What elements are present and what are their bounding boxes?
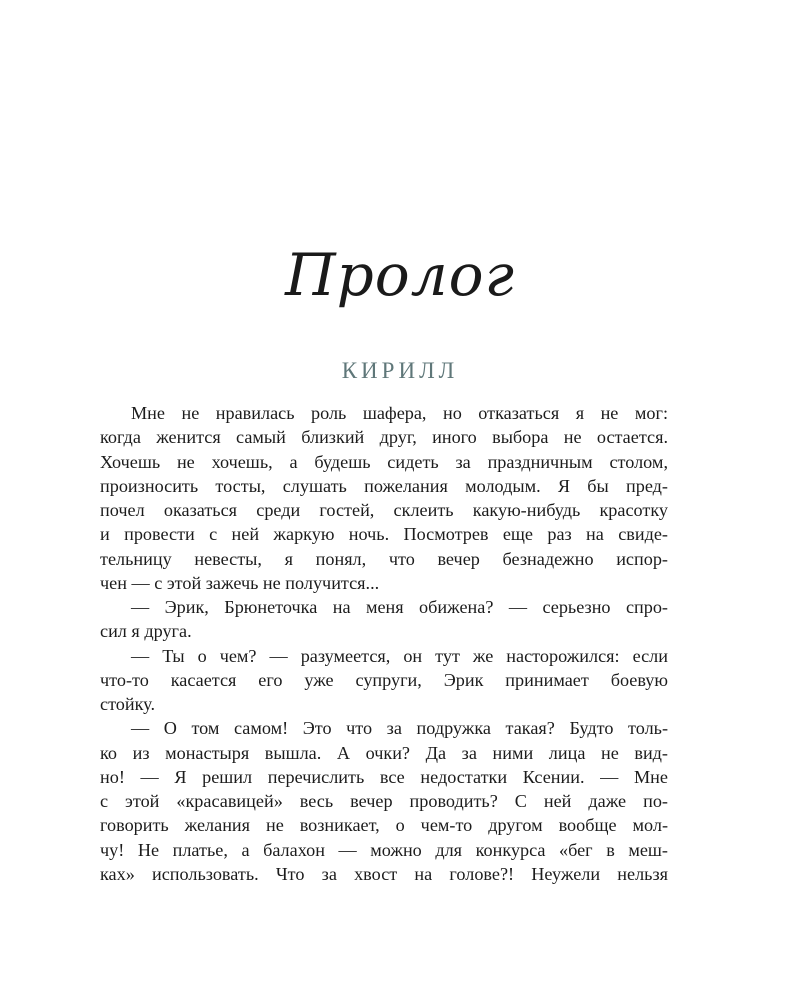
text-line: чен — с этой зажечь не получится... [100,572,380,593]
text-line: — Ты о чем? — разумеется, он тут же насторожился: если [131,645,668,666]
text-line: Хочешь не хочешь, а будешь сидеть за праздничным столом, [100,451,668,472]
text-line: и провести с ней жаркую ночь. Посмотрев еще раз на свиде- [100,524,668,545]
text-line: ко из монастыря вышла. А очки? Да за ними лица не вид- [100,742,668,763]
text-line: чу! Не платье, а балахон — можно для конкурса «бег в меш- [100,839,668,860]
text-line: когда женится самый близкий друг, иного выбора не остается. [100,427,668,448]
text-line: ках» использовать. Что за хвост на голове?! Неужели нельзя [100,863,668,884]
text-line: тельницу невесты, я понял, что вечер безнадежно испор- [100,548,668,569]
text-line: с этой «красавицей» весь вечер проводить? С ней даже по- [100,791,668,811]
text-line: стойку. [100,694,156,714]
chapter-narrator: КИРИЛЛ [341,358,459,383]
chapter-title: Пролог [285,241,515,309]
text-line: что-то касается его уже супруги, Эрик принимает боевую [100,669,668,690]
text-line: — О том самом! Это что за подружка такая? Будто толь- [131,718,668,739]
text-line: Мне не нравилась роль шафера, но отказаться я не мог: [131,403,668,423]
text-line: произносить тосты, слушать пожелания молодым. Я бы пред- [100,475,668,496]
text-line: сил я друга. [100,621,192,642]
text-line: говорить желания не возникает, о чем-то другом вообще мол- [100,815,668,836]
body-text [100,401,668,886]
text-line: — Эрик, Брюнеточка на меня обижена? — серьезно спро- [131,597,668,617]
text-line: почел оказаться среди гостей, склеить какую-нибудь красотку [100,500,668,520]
text-line: но! — Я решил перечислить все недостатки Ксении. — Мне [100,766,668,787]
